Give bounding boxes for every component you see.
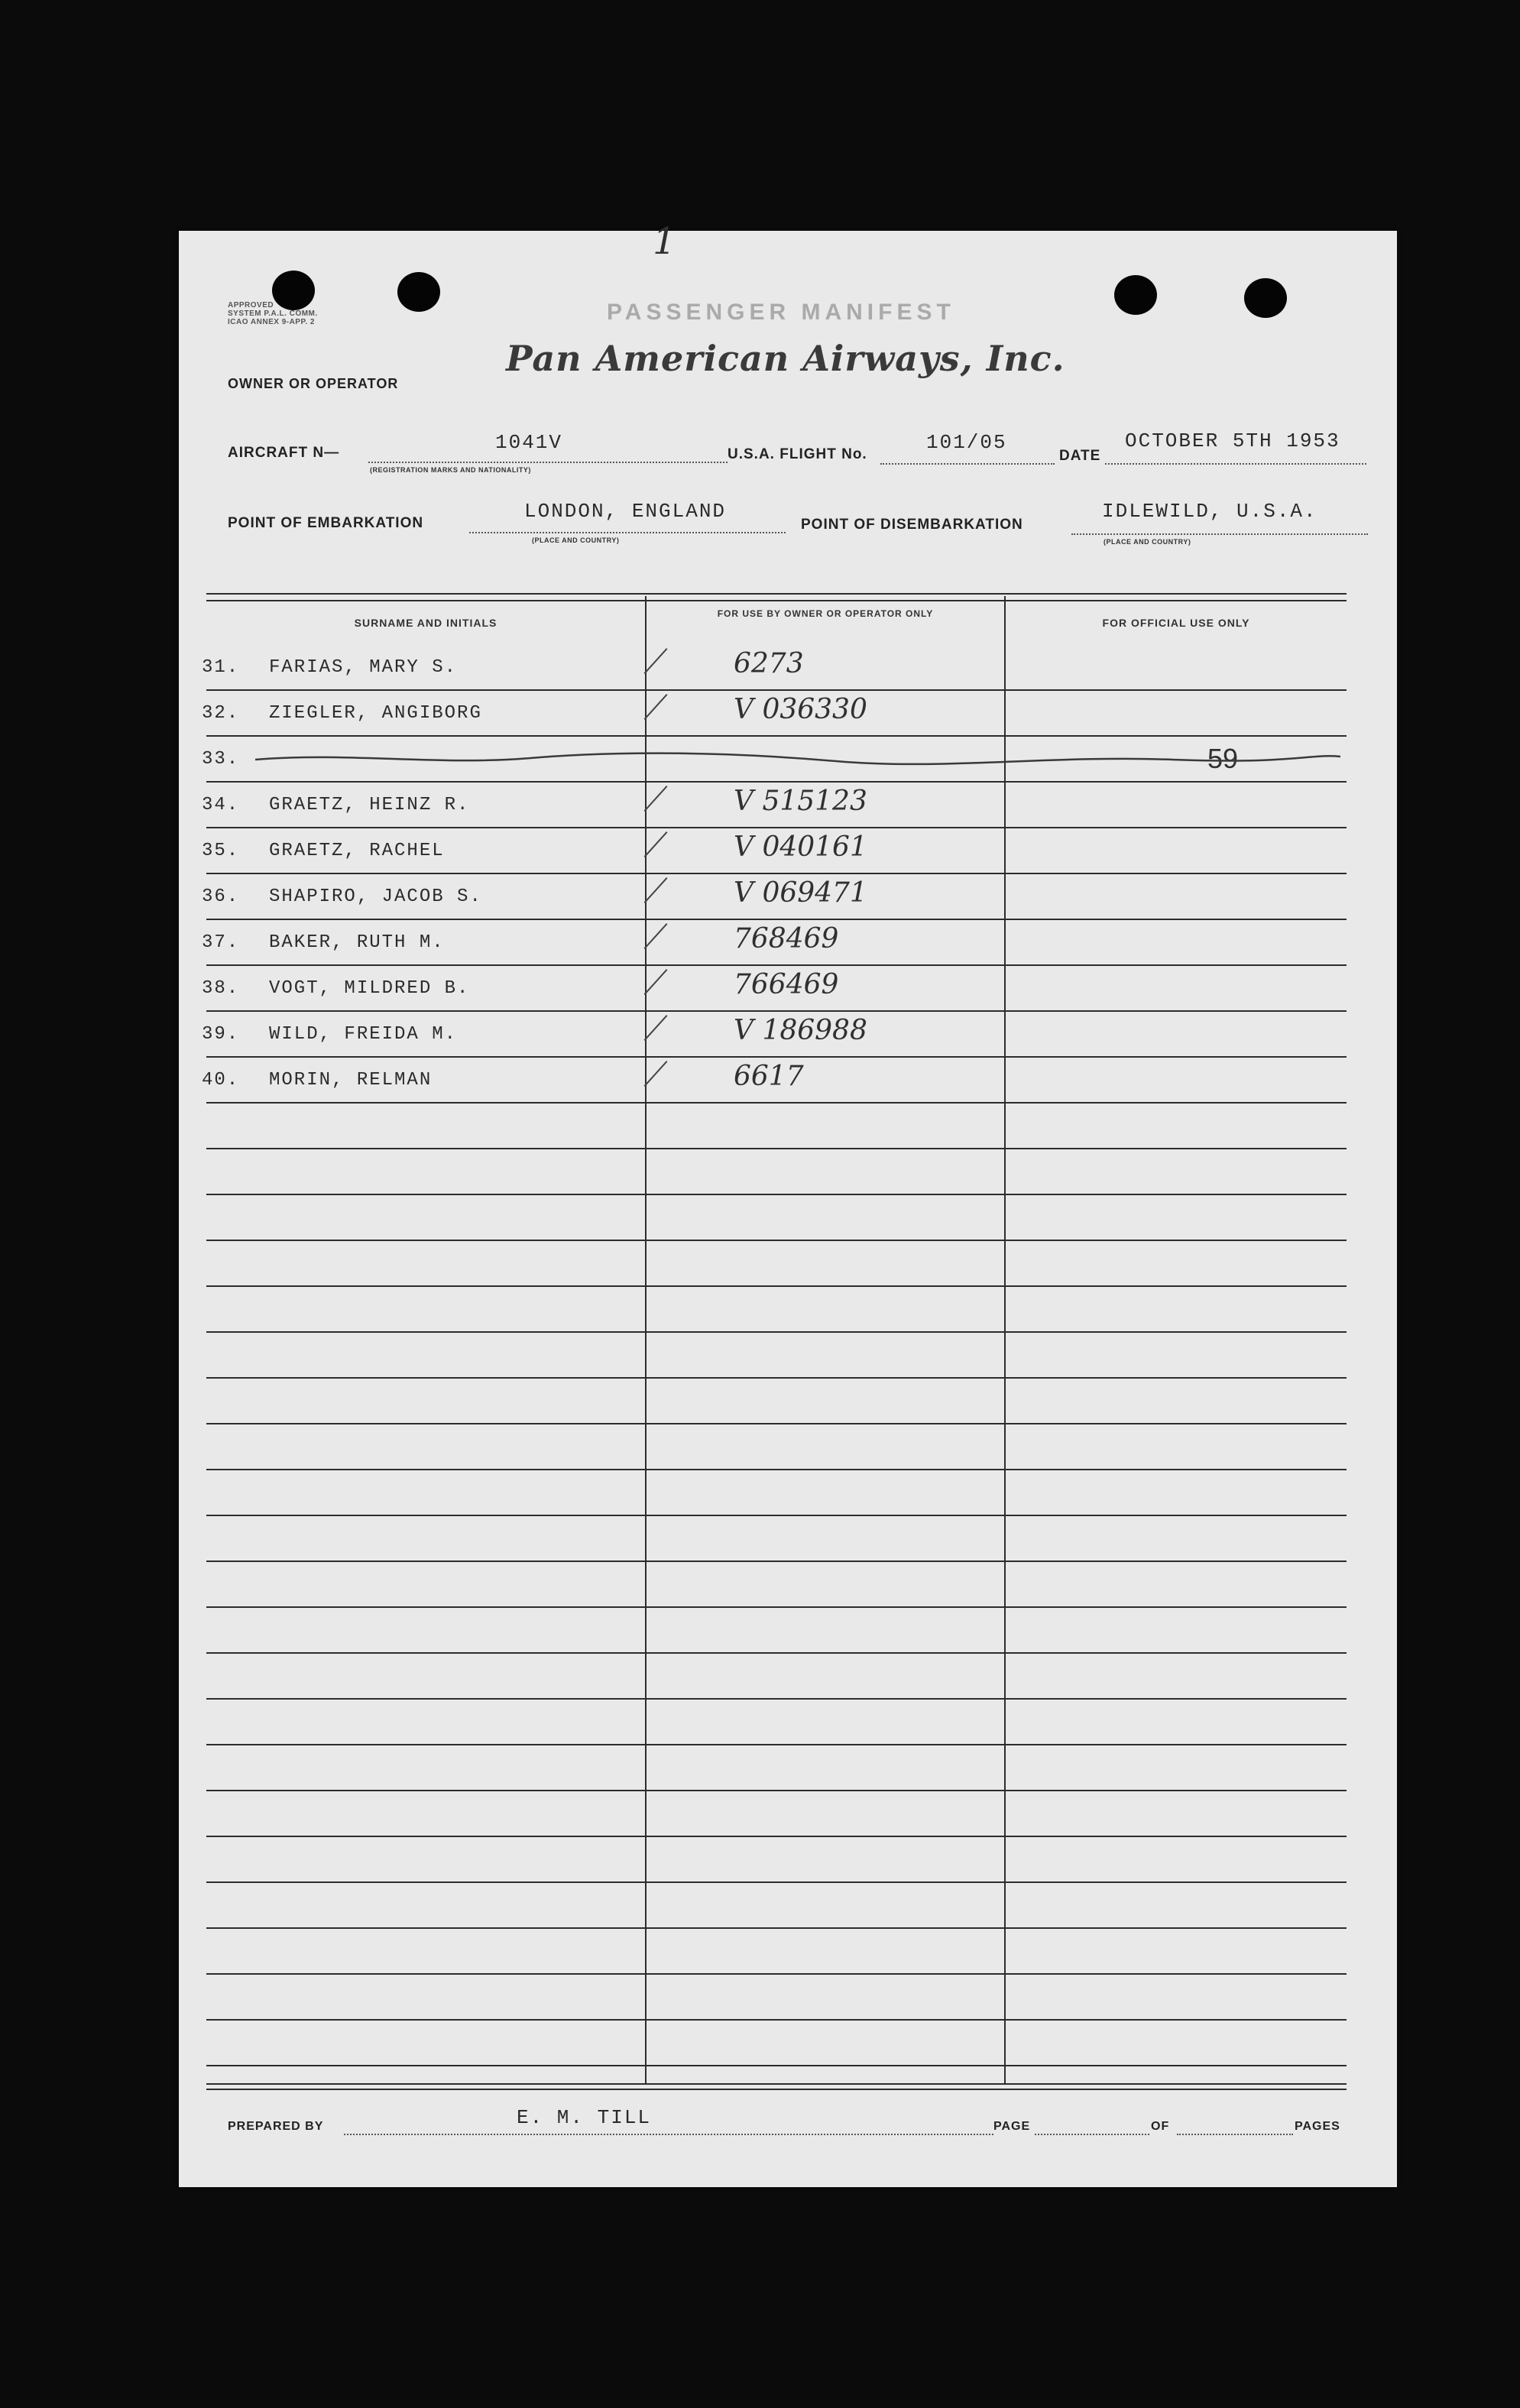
operator-entry: V 186988 <box>734 1015 867 1046</box>
row-number: 38. <box>202 978 240 999</box>
aircraft-value: 1041V <box>495 431 563 454</box>
table-row <box>206 1606 1347 1654</box>
of-label: OF <box>1151 2120 1170 2133</box>
passenger-name: GRAETZ, RACHEL <box>269 841 445 861</box>
pages-label: PAGES <box>1295 2120 1340 2133</box>
passenger-name: FARIAS, MARY S. <box>269 657 458 678</box>
flight-label: U.S.A. FLIGHT No. <box>728 446 867 462</box>
table-row <box>206 1652 1347 1700</box>
page-label: PAGE <box>993 2120 1031 2133</box>
punch-hole <box>1244 278 1287 318</box>
header-operator: FOR USE BY OWNER OR OPERATOR ONLY <box>717 608 934 619</box>
check-stroke <box>644 1015 668 1041</box>
table-row <box>202 964 1347 1012</box>
passenger-name: MORIN, RELMAN <box>269 1070 433 1091</box>
flight-underline <box>880 463 1055 465</box>
table-row <box>202 1010 1347 1058</box>
table-row <box>206 1469 1347 1516</box>
embarkation-underline <box>469 532 786 533</box>
embarkation-label: POINT OF EMBARKATION <box>228 515 424 531</box>
row-number: 36. <box>202 886 240 907</box>
table-row <box>206 1331 1347 1379</box>
row-number: 35. <box>202 841 240 861</box>
owner-label: OWNER OR OPERATOR <box>228 376 399 391</box>
table-row <box>206 1423 1347 1470</box>
check-stroke <box>644 1061 668 1087</box>
operator-entry: 768469 <box>734 923 839 954</box>
check-stroke <box>644 694 668 720</box>
operator-entry: V 036330 <box>734 694 867 725</box>
passenger-name: SHAPIRO, JACOB S. <box>269 886 482 907</box>
passenger-name: ZIEGLER, ANGIBORG <box>269 703 482 724</box>
manifest-sheet <box>179 220 1397 2187</box>
passenger-name: BAKER, RUTH M. <box>269 932 445 953</box>
table-row <box>206 1790 1347 1837</box>
prepared-by-value: E. M. TILL <box>517 2106 652 2129</box>
table-row <box>202 781 1347 828</box>
flight-value: 101/05 <box>926 431 1007 454</box>
passenger-name: WILD, FREIDA M. <box>269 1024 458 1045</box>
table-row <box>206 1377 1347 1424</box>
table-row <box>202 873 1347 920</box>
prepared-by-label: PREPARED BY <box>228 2120 324 2133</box>
table-row <box>206 1698 1347 1745</box>
check-stroke <box>644 877 668 903</box>
table-top-rule <box>206 593 1347 601</box>
date-value: OCTOBER 5TH 1953 <box>1125 429 1340 452</box>
row-number: 40. <box>202 1070 240 1091</box>
table-row <box>206 1561 1347 1608</box>
table-row <box>206 1927 1347 1975</box>
table-row <box>206 1973 1347 2021</box>
row-number: 31. <box>202 657 240 678</box>
operator-entry: 6617 <box>734 1061 804 1092</box>
aircraft-underline <box>368 462 728 463</box>
disembarkation-label: POINT OF DISEMBARKATION <box>801 517 1023 533</box>
operator-entry: 6273 <box>734 648 804 679</box>
row-number: 37. <box>202 932 240 953</box>
table-row <box>206 1881 1347 1929</box>
table-row <box>206 1744 1347 1791</box>
page-underline <box>1035 2134 1149 2135</box>
punch-hole <box>1114 275 1157 315</box>
table-row <box>202 643 1347 691</box>
disembarkation-sublabel: (PLACE AND COUNTRY) <box>1104 538 1191 546</box>
table-row <box>206 1240 1347 1287</box>
check-stroke <box>644 831 668 857</box>
row-number: 33. <box>202 749 240 770</box>
check-stroke <box>644 923 668 949</box>
check-stroke <box>644 786 668 812</box>
approval-note: APPROVED SYSTEM P.A.L. COMM. ICAO ANNEX 9-APP. 2 <box>228 301 318 326</box>
prepared-by-underline <box>344 2134 993 2135</box>
header-surname: SURNAME AND INITIALS <box>354 617 497 629</box>
check-stroke <box>644 648 668 674</box>
row-number: 39. <box>202 1024 240 1045</box>
table-row <box>206 1515 1347 1562</box>
passenger-name: VOGT, MILDRED B. <box>269 978 470 999</box>
table-row <box>202 919 1347 966</box>
disembarkation-underline <box>1071 533 1368 535</box>
operator-entry: 766469 <box>734 969 839 1000</box>
company-name: Pan American Airways, Inc. <box>506 338 1065 379</box>
table-row <box>206 1836 1347 1883</box>
passenger-name: GRAETZ, HEINZ R. <box>269 795 470 815</box>
table-row <box>206 1285 1347 1333</box>
operator-entry: V 069471 <box>734 877 867 909</box>
table-row <box>206 1148 1347 1195</box>
table-row <box>206 1194 1347 1241</box>
aircraft-label: AIRCRAFT N— <box>228 445 340 461</box>
date-underline <box>1105 463 1366 465</box>
date-label: DATE <box>1059 448 1101 464</box>
table-row <box>202 827 1347 874</box>
official-entry: 59 <box>1207 743 1239 774</box>
footer-rule <box>206 2083 1347 2090</box>
manifest-heading: PASSENGER MANIFEST <box>607 300 955 325</box>
embarkation-sublabel: (PLACE AND COUNTRY) <box>532 536 620 544</box>
strike-line <box>255 747 1340 770</box>
header-official: FOR OFFICIAL USE ONLY <box>1102 617 1250 629</box>
check-stroke <box>644 969 668 995</box>
operator-entry: V 515123 <box>734 786 867 817</box>
table-row <box>202 689 1347 737</box>
aircraft-sublabel: (REGISTRATION MARKS AND NATIONALITY) <box>370 466 531 474</box>
punch-hole <box>397 272 440 312</box>
of-underline <box>1177 2134 1293 2135</box>
table-row <box>206 1102 1347 1149</box>
disembarkation-value: IDLEWILD, U.S.A. <box>1102 500 1317 523</box>
table-row <box>206 2019 1347 2066</box>
row-number: 34. <box>202 795 240 815</box>
table-row <box>202 1056 1347 1104</box>
page-mark: 1 <box>653 220 676 263</box>
row-number: 32. <box>202 703 240 724</box>
embarkation-value: LONDON, ENGLAND <box>524 500 727 523</box>
operator-entry: V 040161 <box>734 831 867 863</box>
